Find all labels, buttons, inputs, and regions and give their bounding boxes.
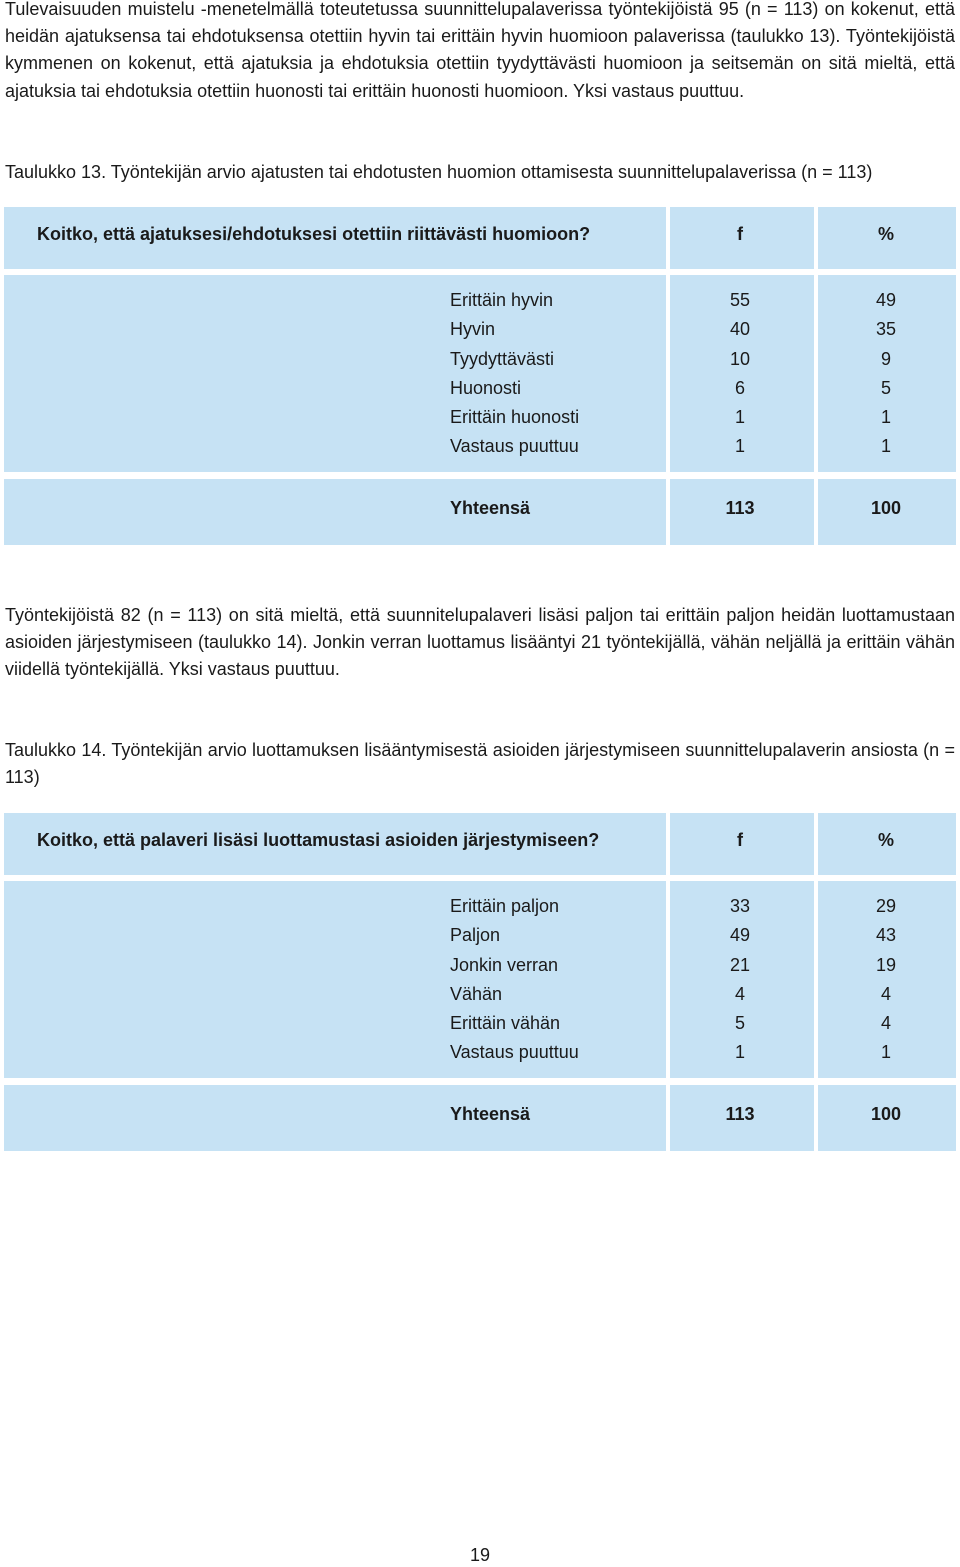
table-row-pct: 4 (880, 1013, 891, 1033)
table13-f-header-cell (670, 207, 814, 269)
table14-body-f-cell (670, 881, 814, 1078)
table13-total-label: Yhteensä (450, 498, 531, 518)
table14-total-pct-cell (818, 1085, 956, 1151)
table13-body-f-cell (670, 275, 814, 472)
table-row-label: Erittäin hyvin (450, 290, 554, 310)
table14-question: Koitko, että palaveri lisäsi luottamustasi asioiden järjestymiseen? (37, 830, 600, 850)
table-row-f: 1 (734, 436, 745, 456)
table-row-f: 10 (729, 349, 751, 369)
table14-pct-header-cell (818, 813, 956, 875)
table-row-pct: 49 (875, 290, 897, 310)
table-row-pct: 4 (880, 984, 891, 1004)
table13-f-header: f (737, 224, 743, 244)
table14-question-cell (4, 813, 666, 875)
table-row-label: Paljon (450, 925, 501, 945)
table-row-f: 55 (729, 290, 751, 310)
table13-pct-header: % (877, 224, 894, 244)
table-row-pct: 1 (880, 1042, 891, 1062)
table13-caption: Taulukko 13. Työntekijän arvio ajatusten tai ehdotusten huomion ottamisesta suunnittelupalaverissa (n = 113) (5, 162, 873, 182)
table-row-pct: 43 (875, 925, 897, 945)
table-row-pct: 9 (880, 349, 891, 369)
table-row-label: Erittäin paljon (450, 896, 560, 916)
table14-caption: Taulukko 14. Työntekijän arvio luottamuksen lisääntymisestä asioiden järjestymiseen suunnittelupalaverin ansiosta (n = 113) (5, 740, 955, 788)
table14-total-f-cell (670, 1085, 814, 1151)
table-row-f: 1 (734, 1042, 745, 1062)
table14-total-label-cell (4, 1085, 666, 1151)
table-row-f: 5 (734, 1013, 745, 1033)
table-row-f: 49 (729, 925, 751, 945)
second-paragraph: Työntekijöistä 82 (n = 113) on sitä mieltä, että suunnitelupalaveri lisäsi paljon tai erittäin paljon heidän luottamustaan asioiden järjestymiseen (taulukko 14). Jonkin verran luottamus lisääntyi 21 työntekijällä, vähän neljällä ja erittäin vähän viidellä työntekijällä. Yksi vastaus puuttuu. (5, 605, 955, 680)
table13-body-label-cell (4, 275, 666, 472)
table13-body-pct-cell (818, 275, 956, 472)
table-row-f: 40 (729, 319, 751, 339)
table13-question-cell (4, 207, 666, 269)
table-row-pct: 5 (880, 378, 891, 398)
table-row-f: 33 (729, 896, 751, 916)
table13-total-pct-cell (818, 479, 956, 545)
page-number: 19 (469, 1545, 491, 1565)
table-row-label: Tyydyttävästi (450, 349, 555, 369)
table13-total-f-cell (670, 479, 814, 545)
table13-total-pct: 100 (870, 498, 902, 518)
table-row-label: Vastaus puuttuu (450, 436, 579, 456)
table14-pct-header: % (877, 830, 894, 850)
table-row-f: 6 (734, 378, 745, 398)
table14-f-header-cell (670, 813, 814, 875)
table13-question: Koitko, että ajatuksesi/ehdotuksesi otettiin riittävästi huomioon? (37, 224, 591, 244)
table13-total-f: 113 (725, 498, 755, 518)
table-row-f: 4 (734, 984, 745, 1004)
table14-body-label-cell (4, 881, 666, 1078)
table-row-label: Erittäin huonosti (450, 407, 580, 427)
table-row-f: 21 (729, 955, 751, 975)
table-row-label: Erittäin vähän (450, 1013, 561, 1033)
table-row-label: Hyvin (450, 319, 496, 339)
table13-pct-header-cell (818, 207, 956, 269)
table-row-pct: 1 (880, 436, 891, 456)
table-row-pct: 35 (875, 319, 897, 339)
table14-total-label: Yhteensä (450, 1104, 531, 1124)
table14-f-header: f (737, 830, 743, 850)
table-row-label: Jonkin verran (450, 955, 559, 975)
table-row-label: Huonosti (450, 378, 522, 398)
table-row-pct: 29 (875, 896, 897, 916)
table-row-label: Vastaus puuttuu (450, 1042, 579, 1062)
table-row-pct: 1 (880, 407, 891, 427)
table14-body-pct-cell (818, 881, 956, 1078)
table-row-pct: 19 (875, 955, 897, 975)
table-row-label: Vähän (450, 984, 503, 1004)
table14-total-f: 113 (725, 1104, 755, 1124)
table13-total-label-cell (4, 479, 666, 545)
intro-paragraph: Tulevaisuuden muistelu -menetelmällä toteutetussa suunnittelupalaverissa työntekijöistä 95 (n = 113) on kokenut, että heidän ajatuksensa tai ehdotuksensa otettiin hyvin tai erittäin hyvin huomioon palaverissa (taulukko 13). Työntekijöistä kymmenen on kokenut, että ajatuksia ja ehdotuksia otettiin tyydyttävästi huomioon ja seitsemän on sitä mieltä, että ajatuksia tai ehdotuksia otettiin huonosti tai erittäin huonosti huomioon. Yksi vastaus puuttuu. (5, 0, 955, 101)
table-row-f: 1 (734, 407, 745, 427)
table14-total-pct: 100 (870, 1104, 902, 1124)
